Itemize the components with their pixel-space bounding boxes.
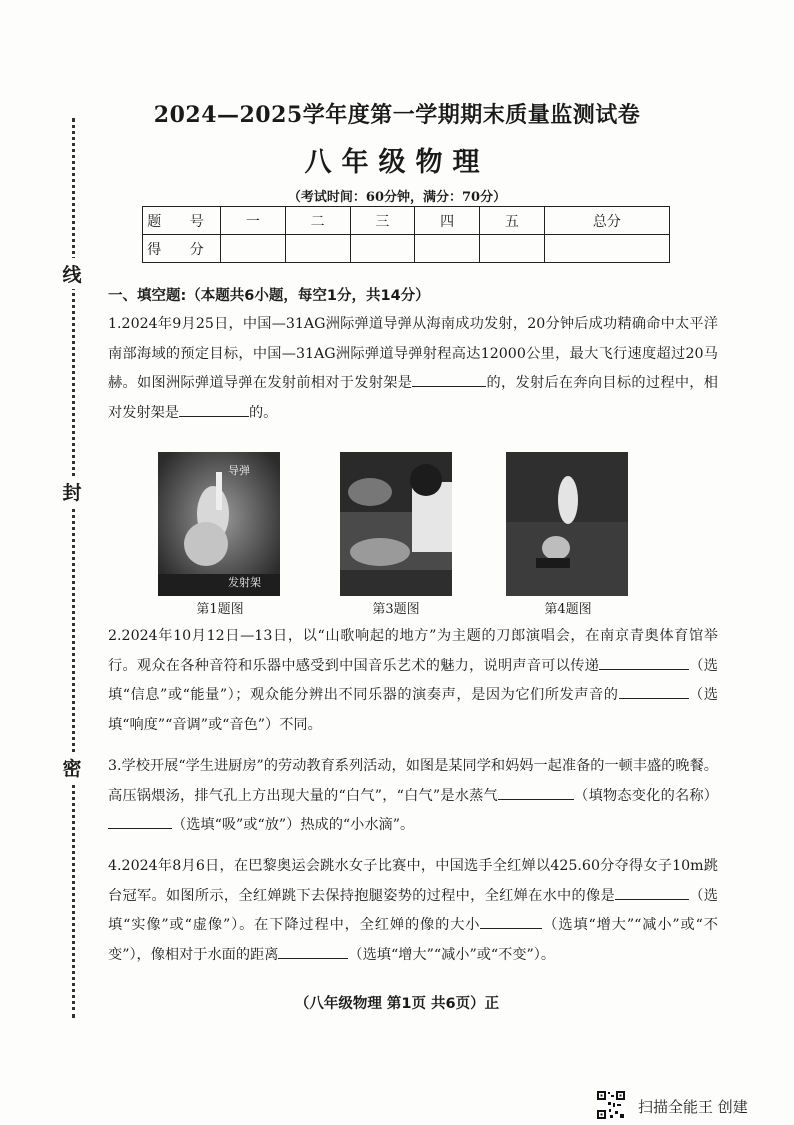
diver-photo (506, 452, 628, 596)
binding-dotted-line (72, 118, 75, 1018)
question-text: （选填“信息”或“能量”）；观众能分辨出不同乐器的演奏声，是因为它们所发声音的 (108, 657, 718, 703)
section-heading: 一、填空题:（本题共6小题，每空1分，共14分） (108, 288, 430, 304)
score-table-score-row (143, 235, 670, 263)
binding-char-feng: 封 (58, 476, 86, 507)
binding-char-mi: 密 (58, 752, 86, 783)
question-text: 2.2024年10月12日—13日，以“山歌响起的地方”为主题的刀郎演唱会，在南京青奥体育馆举行。观众在各种音符和乐器中感受到中国音乐艺术的魅力，说明声音可以传递 (108, 628, 718, 674)
score-col-3: 三 (350, 207, 415, 235)
question-text: （选填“实像”或“虚像”）。在下降过程中，全红婵的像的大小 (108, 887, 718, 933)
question-text: （选填“增大”“减小”或“不变”）。 (348, 946, 556, 963)
qr-code-icon (596, 1090, 626, 1120)
question-2 (108, 622, 718, 740)
score-col-5: 五 (480, 207, 545, 235)
score-table-header-row (143, 207, 670, 235)
question-text: （填物态变化的名称） (573, 787, 718, 804)
score-cell[interactable] (480, 235, 545, 263)
answer-blank[interactable] (599, 652, 689, 670)
answer-blank[interactable] (412, 369, 486, 387)
question-text: （选填“吸”或“放”）热成的“小水滴”。 (172, 817, 415, 833)
page-footer: （八年级物理 第1页 共6页）正 (294, 996, 500, 1012)
binding-char-xian: 线 (58, 258, 86, 289)
score-row-label: 得 分 (143, 235, 221, 263)
figure-label-top: 导弹 (228, 464, 250, 477)
figure-caption: 第1题图 (196, 602, 244, 617)
score-col-2: 二 (285, 207, 350, 235)
answer-blank[interactable] (619, 681, 689, 699)
subject-title: 八年级物理 (304, 147, 490, 178)
figure-caption: 第3题图 (372, 602, 420, 617)
score-cell[interactable] (350, 235, 415, 263)
cooking-photo (340, 452, 452, 596)
exam-title: 2024—2025学年度第一学期期末质量监测试卷 (153, 102, 641, 128)
question-text: 的。 (248, 404, 278, 421)
question-text: 4.2024年8月6日，在巴黎奥运会跳水女子比赛中，中国选手全红婵以425.60分夺得女子10m跳台冠军。如图所示，全红婵跳下去保持抱腿姿势的过程中，全红婵在水中的像是 (108, 858, 718, 904)
question-1 (108, 310, 718, 428)
score-cell[interactable] (285, 235, 350, 263)
question-text: （选填“响度”“音调”或“音色”）不同。 (108, 687, 718, 733)
question-text: 3.学校开展“学生进厨房”的劳动教育系列活动，如图是某同学和妈妈一起准备的一顿丰盛的晚餐。高压锅煨汤，排气孔上方出现大量的“白气”，“白气”是水蒸气 (108, 758, 718, 804)
score-col-1: 一 (221, 207, 286, 235)
question-4 (108, 852, 718, 970)
score-cell[interactable] (221, 235, 286, 263)
answer-blank[interactable] (480, 911, 542, 929)
answer-blank[interactable] (278, 941, 348, 959)
score-col-total: 总分 (544, 207, 669, 235)
score-row-label: 题 号 (143, 207, 221, 235)
missile-photo (158, 452, 280, 596)
score-table (142, 206, 670, 263)
question-3 (108, 752, 718, 841)
scanner-watermark: 扫描全能王 创建 (638, 1098, 748, 1116)
exam-info: （考试时间：60分钟，满分：70分） (287, 190, 507, 205)
question-text: 1.2024年9月25日，中国—31AG洲际弹道导弹从海南成功发射，20分钟后成功精确命中太平洋南部海域的预定目标，中国—31AG洲际弹道导弹射程高达12000公里，最大飞行速度超过20马赫。如图洲际弹道导弹在发射前相对于发射架是 (108, 316, 718, 391)
question-text: （选填“增大”“减小”或“不变”），像相对于水面的距离 (108, 917, 718, 963)
answer-blank[interactable] (108, 811, 172, 829)
figure-label-bottom: 发射架 (228, 576, 261, 589)
answer-blank[interactable] (498, 782, 574, 800)
score-cell[interactable] (415, 235, 480, 263)
score-col-4: 四 (415, 207, 480, 235)
answer-blank[interactable] (179, 399, 249, 417)
score-cell[interactable] (544, 235, 669, 263)
answer-blank[interactable] (615, 882, 689, 900)
question-text: 的，发射后在奔向目标的过程中，相对发射架是 (108, 375, 718, 421)
figure-caption: 第4题图 (544, 602, 592, 617)
